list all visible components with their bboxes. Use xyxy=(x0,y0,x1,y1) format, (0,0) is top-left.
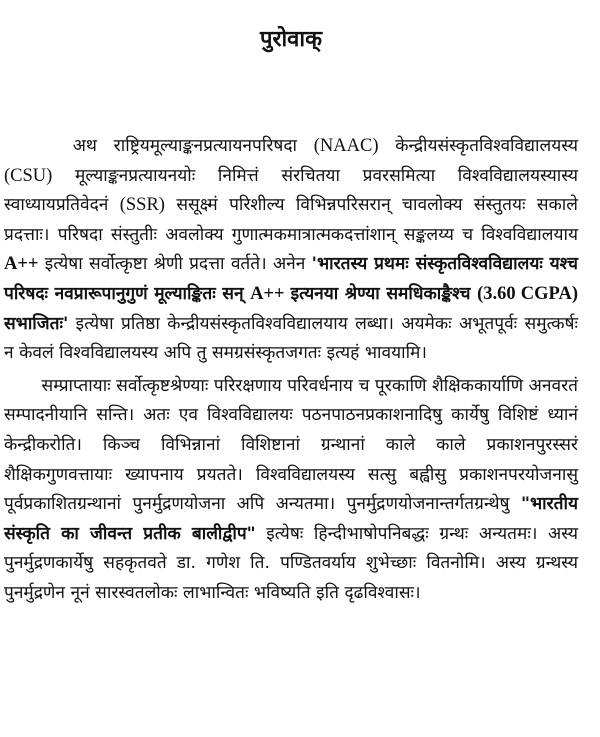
p2-segment-1: सम्प्राप्तायाः सर्वोत्कृष्टश्रेण्याः परिरक्षणाय परिवर्धनाय च पूरकाणि शैक्षिककार्याणि अनवरतं सम्पादनीयानि सन्ति। अतः एव विश्वविद्यालयः पठनपाठनप्रकाशनादिषु कार्येषु विशिष्टं ध्यानं केन्द्रीकरोति। किञ्च विभिन्नानां विशिष्टानां ग्रन्थानां काले काले प्रकाशनपुरस्सरं शैक्षिकगुणवत्तायाः ख्यापनाय प्रयतते। विश्वविद्यालयस्य सत्सु बह्वीसु प्रकाशनपरयोजनासु पूर्वप्रकाशितग्रन्थानां पुनर्मुद्रणयोजना अपि अन्यतमा। पुनर्मुद्रणयोजनान्तर्गतग्रन्थेषु xyxy=(4,375,578,515)
p1-segment-4: (CSU) xyxy=(4,165,53,186)
p1-segment-5: मूल्याङ्कनप्रत्यायनयोः निमित्तं संरचितया प्रवरसमित्या विश्वविद्यालयस्यास्य स्वाध्यायप्रतिवेदनं xyxy=(4,165,578,216)
p1-segment-1: अथ राष्ट्रियमूल्याङ्कनप्रत्यायनपरिषदा xyxy=(72,136,314,156)
p1-segment-6: (SSR) xyxy=(119,195,165,216)
p1-segment-3: केन्द्रीयसंस्कृतविश्वविद्यालयस्य xyxy=(395,136,578,156)
paragraph-2 xyxy=(4,372,578,609)
page-title: पुरोवाक् xyxy=(259,27,323,52)
p1-segment-15: इत्येषा प्रतिष्ठा केन्द्रीयसंस्कृतविश्वविद्यालयाय लब्धा। अयमेकः अभूतपूर्वः समुत्कर्षः न केवलं विश्वविद्यालयस्य अपि तु समग्रसंस्कृतजगतः इत्यहं भावयामि। xyxy=(4,313,578,364)
p1-segment-8: A++ xyxy=(4,254,39,275)
paragraph-1 xyxy=(4,132,578,369)
preface-body xyxy=(4,132,578,609)
p1-segment-10: 'भारतस्य प्रथमः संस्कृतविश्वविद्यालयः यश्च परिषदः नवप्रारूपानुगुणं मूल्याङ्कितः सन् xyxy=(4,254,578,304)
p2-segment-3: इत्येषः हिन्दीभाषोपनिबद्धः ग्रन्थः अन्यतमः। अस्य पुनर्मुद्रणकार्येषु सहकृतवते डा. गणेश ति. पण्डितवर्याय शुभेच्छाः वितनोमि। अस्य ग्रन्थस्य पुनर्मुद्रणेन नूनं सारस्वतलोकः लाभान्वितः भविष्यति इति दृढविश्वासः। xyxy=(4,523,578,603)
p1-segment-14: सभाजितः' xyxy=(4,313,69,334)
p1-segment-7: ससूक्ष्मं परिशील्य विभिन्नपरिसरान् चावलोक्य संस्तुतयः सकाले प्रदत्ताः। परिषदा संस्तुतीः अवलोक्य गुणात्मकमात्रात्मकदत्तांशान् सङ्कलय्य च विश्वविद्यालयाय xyxy=(4,195,578,245)
p1-segment-11: A++ xyxy=(250,283,285,304)
p1-segment-9: इत्येषा सर्वोत्कृष्टा श्रेणी प्रदत्ता वर्तते। अनेन xyxy=(44,254,312,275)
p1-segment-12: इत्यनया श्रेण्या समधिकाङ्कैश्च xyxy=(290,283,478,304)
p1-segment-13: (3.60 CGPA) xyxy=(477,283,578,304)
p2-segment-2: "भारतीय संस्कृति का जीवन्त प्रतीक बालीद्वीप" xyxy=(4,494,578,544)
p1-segment-2: (NAAC) xyxy=(313,136,379,156)
